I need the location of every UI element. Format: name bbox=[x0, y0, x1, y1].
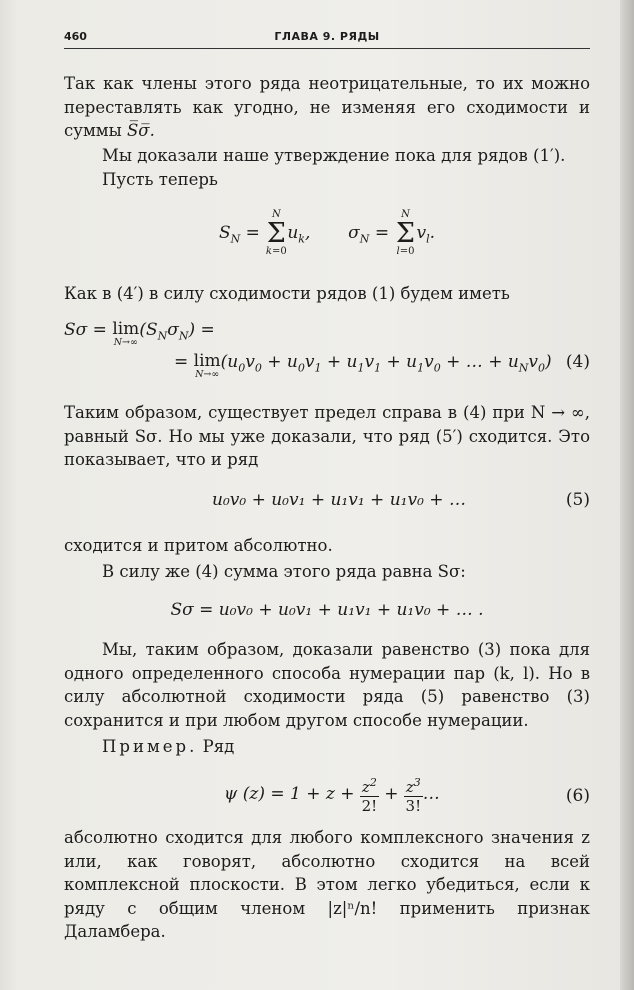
paragraph-3: Пусть теперь bbox=[102, 170, 218, 189]
formula-sum-equality: Sσ = u₀v₀ + u₀v₁ + u₁v₁ + u₁v₀ + … . bbox=[170, 600, 484, 620]
paragraph-9: абсолютно сходится для любого комплексного значения z или, как говорят, абсолютно сходится на всей комплексной плоскости. В этом легко убедиться, если к ряду с общим членом |z|ⁿ/n! применить признак Даламбера. bbox=[64, 828, 590, 941]
paragraph-2: Мы доказали наше утверждение пока для рядов (1′). bbox=[102, 146, 566, 165]
page-number: 460 bbox=[64, 30, 87, 43]
formula-limit-line-1: Sσ = lim N→∞ $(S_N\sigma_N)$ = bbox=[64, 319, 215, 348]
book-page: 460 ГЛАВА 9. РЯДЫ Так как члены этого ряда неотрицательные, то их можно переставлять как угодно, не изменяя его сходимости и суммы S̅σ̅. Мы доказали наше утверждение пока для рядов (1′). Пусть теперь $S_N$ = N Σ k=0 $u_k$, $\sigma_N$ = N Σ l=0 $v_l$. Как в (4′) в силу сходимости рядов (1) будем иметь Sσ = lim N→∞ $(S_N\sigma_N)$ = = lim N→∞ ($u_0v_0 + u_0v_1 + u_1v_1 + u_1v_0$ + … + $u_Nv_0$) (4) Таким образом, существует предел справа в (4) при N → ∞, равный Sσ. Но мы уже доказали, что ряд (5′) сходится. Это показывает, что и ряд u₀v₀ + u₀v₁ + u₁v₁ + u₁v₀ + … (5) сходится и притом абсолютно. В силу же (4) сумма этого ряда равна Sσ: Sσ = u₀v₀ + u₀v₁ + u₁v₁ + u₁v₀ + … . Мы, таким образом, доказали равенство (3) пока для одного определенного способа нумерации пар (k, l). Но в силу абсолютной сходимости ряда (5) равенство (3) сохранится и при любом другом способе нумерации. Пример. Ряд ψ (z) = 1 + z + $\frac{z^2}{2!}$ + $\frac{z^3}{3!}$ … (6) абсолютно сходится для любого комплексного значения z или, как говорят, абсолютно сходится на всей комплексной плоскости. В этом легко убедиться, если к ряду с общим членом |z|ⁿ/n! применить признак Даламбера. bbox=[0, 0, 634, 990]
equation-number-4: (4) bbox=[565, 352, 590, 372]
chapter-title: ГЛАВА 9. РЯДЫ bbox=[274, 30, 380, 43]
paragraph-1: Так как члены этого ряда неотрицательные, то их можно переставлять как угодно, не изменяя его сходимости и суммы S̅σ̅. bbox=[64, 74, 590, 140]
paragraph-7: В силу же (4) сумма этого ряда равна Sσ: bbox=[102, 562, 466, 581]
sum-notation: S̅σ̅. bbox=[127, 121, 155, 140]
paragraph-8: Мы, таким образом, доказали равенство (3) пока для одного определенного способа нумерации пар (k, l). Но в силу абсолютной сходимости ряда (5) равенство (3) сохранится и при любом другом способе нумерации. bbox=[64, 640, 590, 730]
equation-number-6: (6) bbox=[565, 786, 590, 806]
example-text: Ряд bbox=[202, 737, 235, 756]
example-label: Пример. bbox=[102, 737, 198, 756]
equation-number-5: (5) bbox=[565, 490, 590, 510]
paragraph-5: Таким образом, существует предел справа в (4) при N → ∞, равный Sσ. Но мы уже доказали, что ряд (5′) сходится. Это показывает, что и ряд bbox=[64, 403, 590, 469]
paragraph-4: Как в (4′) в силу сходимости рядов (1) будем иметь bbox=[64, 284, 510, 303]
running-header bbox=[64, 28, 590, 49]
page-binding-shadow bbox=[620, 0, 634, 990]
formula-partial-sums: $S_N$ = N Σ k=0 $u_k$, $\sigma_N$ = N Σ l=0 $v_l$. bbox=[218, 209, 436, 257]
paragraph-6: сходится и притом абсолютно. bbox=[64, 536, 333, 555]
example-paragraph bbox=[64, 735, 590, 759]
